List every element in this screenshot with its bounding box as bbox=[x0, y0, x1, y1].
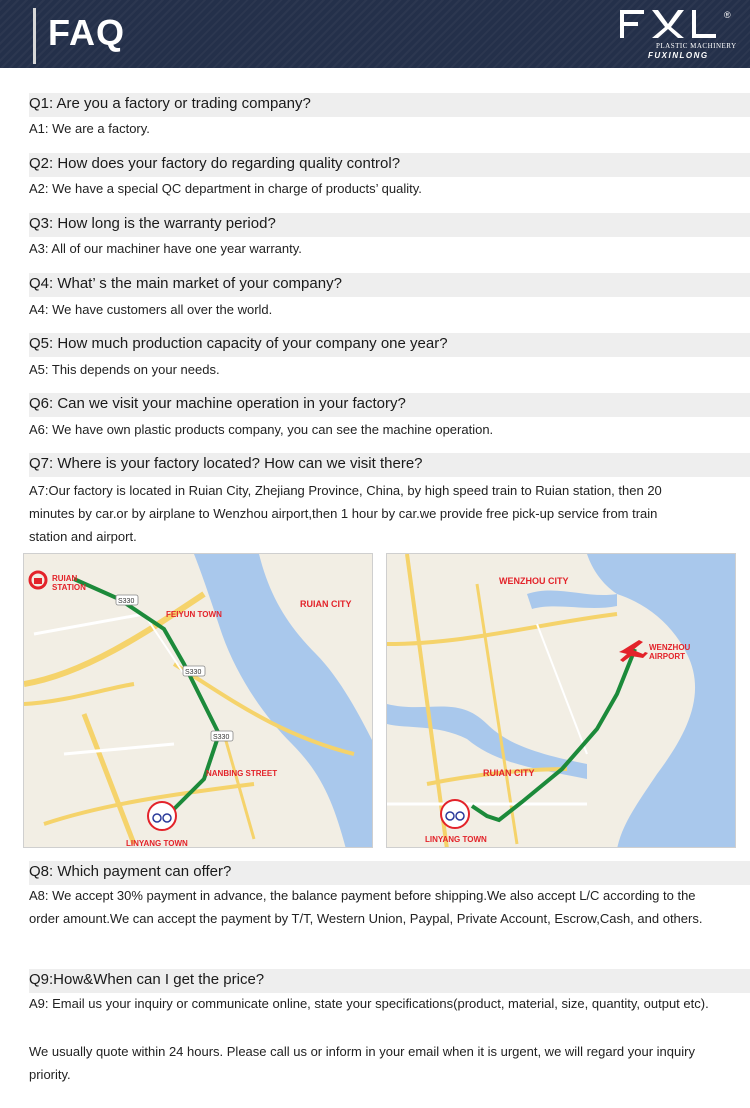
page-title: FAQ bbox=[48, 12, 126, 53]
label-wenzhou-airport: WENZHOU bbox=[649, 643, 691, 652]
question-5: Q5: How much production capacity of your company one year? bbox=[29, 333, 750, 357]
answer-9-continued: We usually quote within 24 hours. Please call us or inform in your email when it is urgent, we will regard your inquiry priority. bbox=[29, 1044, 695, 1082]
question-3: Q3: How long is the warranty period? bbox=[29, 213, 750, 237]
answer-3: A3: All of our machiner have one year warranty. bbox=[29, 241, 302, 256]
answer-8: A8: We accept 30% payment in advance, the balance payment before shipping.We also accept L/C according to the order amount.We can accept the payment by T/T, Western Union, Paypal, Private Account, Escrow,Cash, and others. bbox=[29, 888, 703, 926]
question-4: Q4: What’ s the main market of your company? bbox=[29, 273, 750, 297]
answer-2: A2: We have a special QC department in charge of products’ quality. bbox=[29, 181, 422, 196]
map-ruian-graphic bbox=[24, 554, 373, 848]
logo-registered-mark: ® bbox=[724, 10, 731, 20]
header-accent-bar bbox=[33, 8, 36, 64]
answer-1: A1: We are a factory. bbox=[29, 121, 150, 136]
label-feiyun-town: FEIYUN TOWN bbox=[166, 610, 222, 619]
question-6: Q6: Can we visit your machine operation in your factory? bbox=[29, 393, 750, 417]
logo-tagline: PLASTIC MACHINERY bbox=[656, 42, 737, 50]
answer-4: A4: We have customers all over the world. bbox=[29, 302, 273, 317]
label-wenzhou-city: WENZHOU CITY bbox=[499, 576, 569, 586]
question-1: Q1: Are you a factory or trading company? bbox=[29, 93, 750, 117]
answer-5: A5: This depends on your needs. bbox=[29, 362, 220, 377]
answer-9: A9: Email us your inquiry or communicate online, state your specifications(product, material, size, quantity, output etc). bbox=[29, 996, 709, 1011]
label-linyang-town: LINYANG TOWN bbox=[126, 839, 188, 848]
factory-marker-icon-2 bbox=[441, 800, 469, 828]
road-sign-s330-c: S330 bbox=[213, 734, 230, 741]
label-linyang-town-2: LINYANG TOWN bbox=[425, 835, 487, 844]
label-ruian-city-2: RUIAN CITY bbox=[483, 768, 535, 778]
logo-brand-name: FUXINLONG bbox=[648, 51, 709, 60]
answer-7: A7:Our factory is located in Ruian City, Zhejiang Province, China, by high speed train to Ruian station, then 20 minutes by car.or by airplane to Wenzhou airport,then 1 hour by car.we provide free pick-up service from train station and airport. bbox=[29, 483, 662, 544]
question-7: Q7: Where is your factory located? How can we visit there? bbox=[29, 453, 750, 477]
page-header bbox=[0, 0, 750, 68]
road-sign-s330-a: S330 bbox=[118, 598, 135, 605]
fxl-logo-mark-icon bbox=[612, 8, 722, 40]
label-wenzhou-airport-2: AIRPORT bbox=[649, 652, 685, 661]
road-sign-s330-b: S330 bbox=[185, 669, 202, 676]
map-wenzhou bbox=[386, 553, 736, 848]
label-ruian-station: RUIAN bbox=[52, 574, 78, 583]
question-2: Q2: How does your factory do regarding quality control? bbox=[29, 153, 750, 177]
map-ruian bbox=[23, 553, 373, 848]
answer-6: A6: We have own plastic products company, you can see the machine operation. bbox=[29, 422, 494, 437]
fxl-logo bbox=[612, 8, 740, 62]
label-ruian-station-2: STATION bbox=[52, 583, 86, 592]
question-8: Q8: Which payment can offer? bbox=[29, 861, 750, 885]
map-wenzhou-graphic bbox=[387, 554, 736, 848]
label-nanbing-street: NANBING STREET bbox=[206, 769, 278, 778]
factory-marker-icon bbox=[148, 802, 176, 830]
question-9: Q9:How&When can I get the price? bbox=[29, 969, 750, 993]
label-ruian-city: RUIAN CITY bbox=[300, 599, 352, 609]
